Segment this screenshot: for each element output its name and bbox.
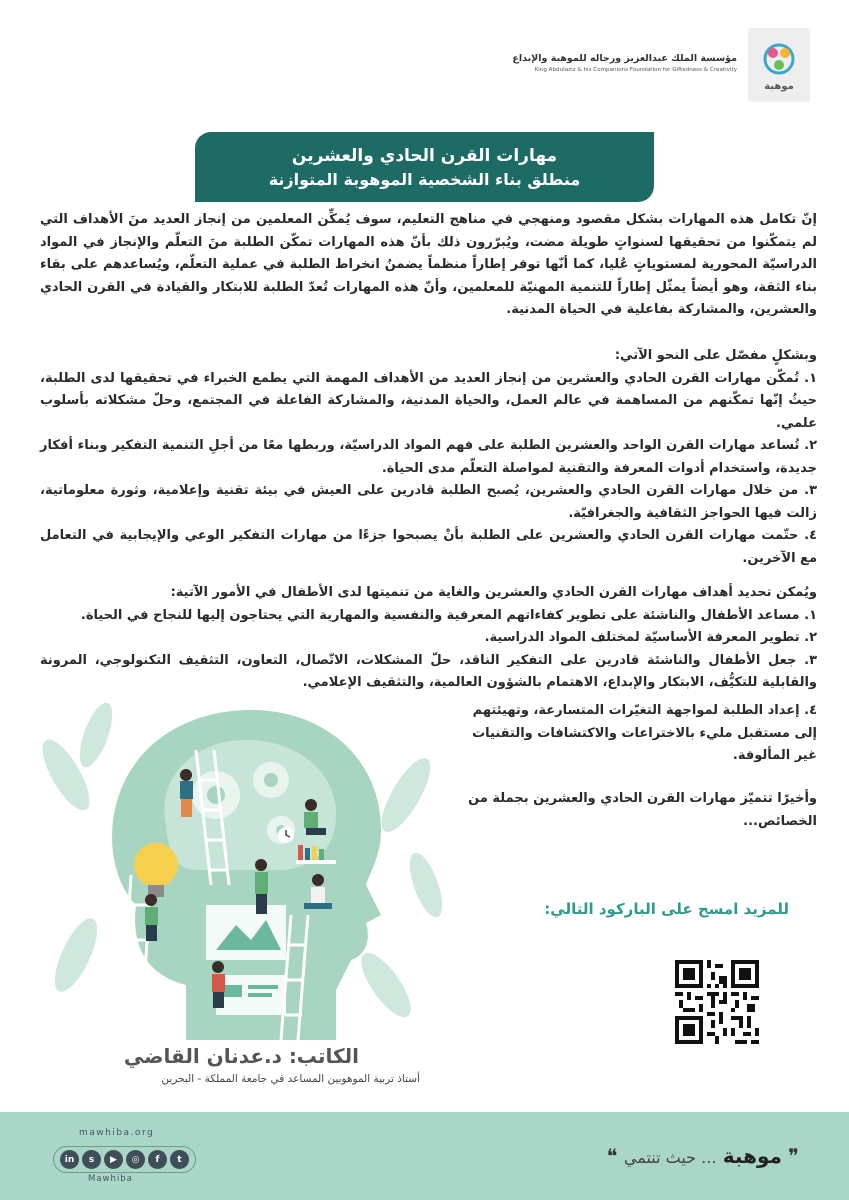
head-illustration [36, 655, 446, 1040]
section-goals-lead: ويُمكن تحديد أهداف مهارات القرن الحادي والعشرين والغاية من تنميتها لدى الأطفال في الأمور الآتية: [170, 585, 817, 600]
section-details-lead: وبشكلٍ مفصّل على النحو الآتي: [614, 348, 817, 363]
twitter-icon[interactable]: t [170, 1150, 189, 1169]
slogan-brand: موهبة [722, 1144, 782, 1168]
list-item: ١. تُمكّن مهارات القرن الحادي والعشرين من إنجاز العديد من الأهداف المهمة التي يطمع الخبراء في تحقيقها لدى الطلبة، حيثُ إنّها تمكّنهم من المساهمة في عالم العمل، والحياة المدنية، والمشاركة الفاعلة في المجتمع، وحلّ مشكلاته بأسلوب علمي. [40, 370, 817, 431]
qr-call-to-action: للمزيد امسح على الباركود التالي: [544, 900, 789, 918]
section-details [40, 345, 817, 570]
social-icons [53, 1146, 196, 1173]
footer [0, 1112, 849, 1200]
list-item: ٤. حتّمت مهارات القرن الحادي والعشرين على الطلبة بأنْ يصبحوا جزءًا من مهارات التفكير الوعي والإيجابية في التعامل مع الآخرين. [40, 528, 817, 566]
quote-open-icon: ❞ [788, 1144, 799, 1168]
list-item: ٣. جعل الأطفال والناشئة قادرين على التفكير الناقد، حلّ المشكلات، الاتّصال، التعاون، التثقيف التكنولوجي، المرونة والقابلية للتكيُّف، الابتكار والإبداع، الاهتمام بالشؤون العالمية، والتثقيف الإعلامي. [40, 652, 817, 690]
goal-item-4 [455, 700, 817, 768]
goal-item-4-line: غير المألوفة. [732, 748, 817, 763]
page-subtitle: منطلق بناء الشخصية الموهوبة المتوازنة [268, 169, 581, 189]
list-item: ١. مساعد الأطفال والناشئة على تطوير كفاءاتهم المعرفية والنفسية والمهارية التي يحتاجون إليها للنجاح في الحياة. [80, 607, 817, 623]
author-role: أستاذ تربية الموهوبين المساعد في جامعة المملكة - البحرين [161, 1073, 420, 1085]
list-item: ٢. تطوير المعرفة الأساسيّة لمختلف المواد الدراسية. [484, 630, 817, 645]
mawhiba-logo-icon [759, 39, 799, 79]
intro-paragraph [40, 209, 817, 322]
list-item: ٣. من خلال مهارات القرن الحادي والعشرين، يُصبح الطلبة قادرين على العيش في بيئة تقنية وإعلامية، وثورة معلوماتية، زالت فيها الحواجز الثقافية والجغرافيّة. [40, 483, 817, 521]
instagram-icon[interactable]: ◎ [126, 1150, 145, 1169]
closing-line: وأخيرًا تتميّز مهارات القرن الحادي والعشرين بجملة من [468, 791, 817, 806]
closing-paragraph [455, 788, 817, 833]
footer-slogan [607, 1144, 799, 1168]
qr-code[interactable] [675, 960, 759, 1044]
title-banner [195, 132, 654, 202]
social-handle: Mawhiba [88, 1174, 133, 1184]
shelf [296, 860, 336, 864]
page-title: مهارات القرن الحادي والعشرين [291, 145, 558, 166]
easel-panel [206, 905, 286, 960]
youtube-icon[interactable]: ▶ [104, 1150, 123, 1169]
snapchat-icon[interactable]: s [82, 1150, 101, 1169]
slogan-text: ... حيث تنتمي [623, 1148, 717, 1167]
website-link[interactable]: mawhiba.org [79, 1128, 155, 1138]
linkedin-icon[interactable]: in [60, 1150, 79, 1169]
goal-item-4-line: ٤. إعداد الطلبة لمواجهة التغيّرات المتسارعة، وتهيئتهم [472, 703, 817, 718]
closing-line: الخصائص... [743, 813, 817, 829]
author-name: الكاتب: د.عدنان القاضي [123, 1044, 359, 1068]
facebook-icon[interactable]: f [148, 1150, 167, 1169]
list-item: ٢. تُساعد مهارات القرن الواحد والعشرين الطلبة على فهم المواد الدراسيّة، وربطها معًا من أجلِ التنمية التفكير وبناء أفكار جديدة، واستخدام أدوات المعرفة والتقنية لمواصلة التعلّم مدى الحياة. [40, 438, 817, 476]
goal-item-4-line: إلى مستقبل مليء بالاختراعات والاكتشافات والتقنيات [472, 725, 817, 741]
logo-word: موهبة [764, 80, 794, 92]
org-name-english: King Abdulaziz & his Companions Foundation for Giftedness & Creativity [534, 67, 737, 73]
intro-text: إنّ تكامل هذه المهارات بشكل مقصود ومنهجي في مناهج التعليم، سوف يُمكِّن المعلمين من إنجاز العديد منَ الأهداف التي لم يتمكّنوا من تحقيقها لسنواتٍ طويلة مضت، ويُبرّرون ذلك بأنّ هذه المهارات تمكّن الطلبة منَ التعلّم والإنجاز في المواد الدراسيّة المحورية لمستوياتٍ عُليا، كما أنّها توفر إطاراً منظماً يضمنُ انخراط الطلبة في عملية التعلّم، ويُساعدهم على بقاء بناء الثقة، وهو أيضاً يمثّل إطاراً للتنمية المهنيّة للمعلمين، وأنّ هذه المهارات تُعدّ الطلبة للابتكار والقيادة في القرن الحادي والعشرين، والمشاركة بفاعلية في الحياة المدنية. [40, 212, 817, 317]
clock-icon [278, 827, 294, 843]
mawhiba-logo [748, 28, 810, 102]
quote-close-icon: ❝ [606, 1144, 618, 1168]
org-name-arabic: مؤسسة الملك عبدالعزيز ورجاله للموهبة والإبداع [512, 53, 737, 64]
